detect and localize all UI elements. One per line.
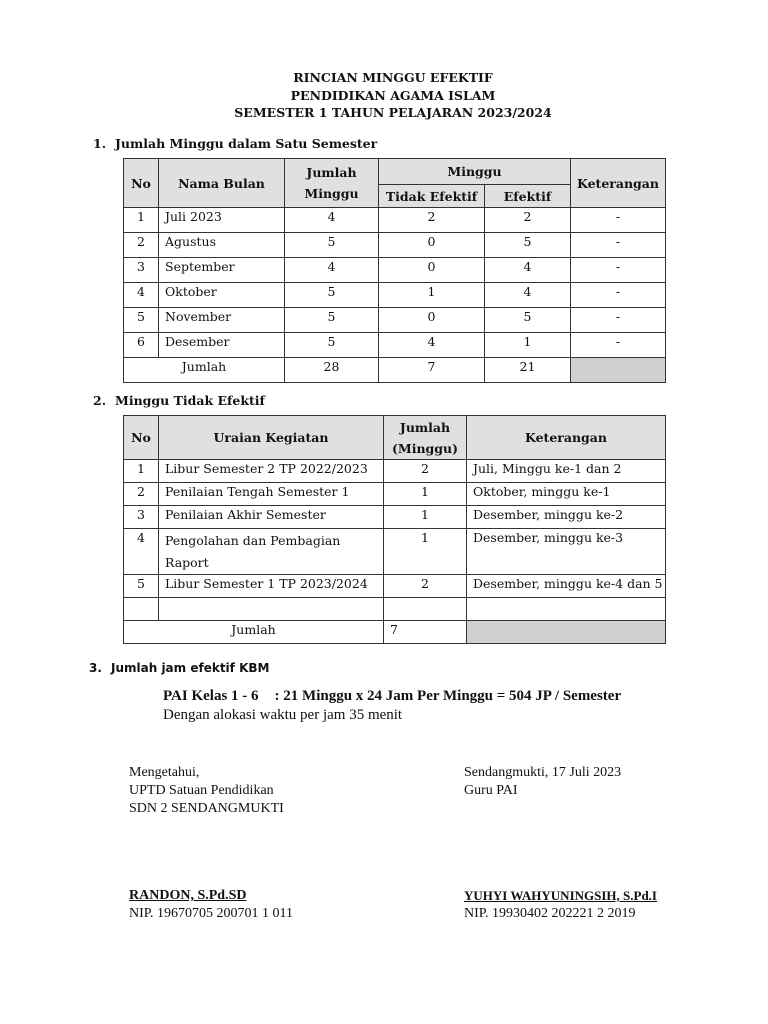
row-efektif: 5 — [485, 233, 571, 258]
header-uraian: Uraian Kegiatan — [159, 416, 384, 460]
row-keterangan: Desember, minggu ke-2 — [467, 506, 666, 529]
row-keterangan: - — [571, 233, 666, 258]
signature-left-nip: NIP. 19670705 200701 1 011 — [129, 906, 293, 921]
empty-cell — [467, 598, 666, 621]
row-no: 2 — [124, 483, 159, 506]
header-jumlah-line2: (Minggu) — [391, 440, 459, 456]
row-efektif: 2 — [485, 208, 571, 233]
header-jumlah-line1: Jumlah — [399, 419, 451, 435]
section-1-title: Jumlah Minggu dalam Satu Semester — [115, 136, 378, 151]
kbm-value: : 21 Minggu x 24 Jam Per Minggu = 504 JP / Semester — [274, 688, 622, 704]
header-tidak-efektif: Tidak Efektif — [379, 185, 485, 208]
signature-right-nip: NIP. 19930402 202221 2 2019 — [464, 906, 636, 921]
row-uraian: Penilaian Akhir Semester — [159, 506, 384, 529]
row-jumlah: 5 — [285, 308, 379, 333]
title-line-1: RINCIAN MINGGU EFEKTIF — [293, 70, 493, 85]
row-no: 5 — [124, 575, 159, 598]
row-jumlah: 1 — [384, 506, 467, 529]
header-no: No — [124, 416, 159, 460]
signature-left-name-block — [129, 887, 293, 923]
signature-right-name: YUHYI WAHYUNINGSIH, S.Pd.I — [464, 888, 657, 903]
table-row — [124, 308, 666, 333]
row-keterangan: - — [571, 308, 666, 333]
total-efektif: 21 — [485, 358, 571, 383]
table-row — [124, 208, 666, 233]
signature-right-line2: Guru PAI — [464, 783, 518, 798]
row-tidak-efektif: 0 — [379, 308, 485, 333]
header-jumlah-minggu — [285, 159, 379, 208]
table-row — [124, 575, 666, 598]
header-jumlah-minggu — [384, 416, 467, 460]
row-tidak-efektif: 4 — [379, 333, 485, 358]
table-row — [124, 233, 666, 258]
signature-left-line3: SDN 2 SENDANGMUKTI — [129, 801, 284, 816]
table-row-empty — [124, 598, 666, 621]
row-jumlah: 4 — [285, 258, 379, 283]
row-keterangan: - — [571, 333, 666, 358]
row-no: 2 — [124, 233, 159, 258]
row-keterangan: Desember, minggu ke-4 dan 5 — [467, 575, 666, 598]
empty-cell — [124, 598, 159, 621]
empty-cell — [159, 598, 384, 621]
row-no: 1 — [124, 460, 159, 483]
row-keterangan: Oktober, minggu ke-1 — [467, 483, 666, 506]
row-no: 5 — [124, 308, 159, 333]
table-total-row — [124, 621, 666, 644]
row-uraian: Libur Semester 2 TP 2022/2023 — [159, 460, 384, 483]
total-label: Jumlah — [124, 621, 384, 644]
table-row — [124, 529, 666, 575]
section-1-number: 1. — [93, 136, 107, 151]
signature-right-block — [464, 764, 621, 800]
row-no: 1 — [124, 208, 159, 233]
row-tidak-efektif: 1 — [379, 283, 485, 308]
total-label: Jumlah — [124, 358, 285, 383]
row-jumlah: 5 — [285, 283, 379, 308]
signature-left-line1: Mengetahui, — [129, 765, 200, 780]
signature-right-line1: Sendangmukti, 17 Juli 2023 — [464, 765, 622, 780]
table-row — [124, 333, 666, 358]
row-efektif: 4 — [485, 283, 571, 308]
header-no: No — [124, 159, 159, 208]
row-efektif: 1 — [485, 333, 571, 358]
row-bulan: Agustus — [159, 233, 285, 258]
row-tidak-efektif: 2 — [379, 208, 485, 233]
row-bulan: November — [159, 308, 285, 333]
total-jumlah: 7 — [384, 621, 467, 644]
row-bulan: Desember — [159, 333, 285, 358]
row-bulan: Juli 2023 — [159, 208, 285, 233]
header-efektif: Efektif — [485, 185, 571, 208]
total-keterangan-shaded — [467, 621, 666, 644]
section-2-title: Minggu Tidak Efektif — [115, 393, 265, 408]
signature-left-line2: UPTD Satuan Pendidikan — [129, 783, 274, 798]
row-uraian-line1: Pengolahan dan Pembagian — [165, 533, 341, 548]
total-keterangan-shaded — [571, 358, 666, 383]
table-row — [124, 506, 666, 529]
kbm-label: PAI Kelas 1 - 6 — [163, 688, 259, 704]
kbm-calculation — [163, 688, 621, 705]
section-3-number: 3. — [89, 661, 102, 675]
section-1-heading — [93, 136, 377, 151]
section-2-number: 2. — [93, 393, 107, 408]
row-no: 4 — [124, 529, 159, 575]
table-total-row — [124, 358, 666, 383]
row-uraian: Libur Semester 1 TP 2023/2024 — [159, 575, 384, 598]
empty-cell — [384, 598, 467, 621]
total-jumlah: 28 — [285, 358, 379, 383]
header-minggu: Minggu — [379, 159, 571, 185]
total-tidak-efektif: 7 — [379, 358, 485, 383]
header-jumlah-minggu-line1: Jumlah — [306, 165, 357, 180]
table-row — [124, 483, 666, 506]
row-keterangan: Juli, Minggu ke-1 dan 2 — [467, 460, 666, 483]
row-no: 6 — [124, 333, 159, 358]
row-jumlah: 1 — [384, 483, 467, 506]
table-row — [124, 460, 666, 483]
row-efektif: 4 — [485, 258, 571, 283]
header-keterangan: Keterangan — [571, 159, 666, 208]
section-3-heading — [89, 661, 269, 675]
row-no: 4 — [124, 283, 159, 308]
title-line-3: SEMESTER 1 TAHUN PELAJARAN 2023/2024 — [234, 105, 552, 120]
signature-left-block — [129, 764, 284, 818]
row-bulan: September — [159, 258, 285, 283]
row-jumlah: 5 — [285, 333, 379, 358]
signature-left-name: RANDON, S.Pd.SD — [129, 888, 247, 903]
row-jumlah: 1 — [384, 529, 467, 575]
title-line-2: PENDIDIKAN AGAMA ISLAM — [290, 87, 496, 103]
row-uraian-line2: Raport — [165, 555, 209, 570]
row-bulan: Oktober — [159, 283, 285, 308]
table-row — [124, 283, 666, 308]
row-keterangan: - — [571, 283, 666, 308]
row-keterangan: - — [571, 208, 666, 233]
document-title — [0, 69, 768, 122]
header-nama-bulan: Nama Bulan — [159, 159, 285, 208]
row-jumlah: 5 — [285, 233, 379, 258]
row-efektif: 5 — [485, 308, 571, 333]
header-jumlah-minggu-line2: Minggu — [304, 186, 359, 201]
signature-right-name-block — [464, 887, 657, 923]
kbm-note: Dengan alokasi waktu per jam 35 menit — [163, 707, 403, 723]
row-keterangan: Desember, minggu ke-3 — [467, 529, 666, 575]
row-tidak-efektif: 0 — [379, 233, 485, 258]
ineffective-weeks-table — [123, 415, 666, 644]
row-uraian — [159, 529, 384, 575]
table-row — [124, 258, 666, 283]
row-jumlah: 2 — [384, 460, 467, 483]
header-keterangan: Keterangan — [467, 416, 666, 460]
row-jumlah: 2 — [384, 575, 467, 598]
effective-weeks-table — [123, 158, 666, 383]
row-no: 3 — [124, 258, 159, 283]
row-tidak-efektif: 0 — [379, 258, 485, 283]
row-uraian: Penilaian Tengah Semester 1 — [159, 483, 384, 506]
row-no: 3 — [124, 506, 159, 529]
section-2-heading — [93, 393, 265, 408]
row-jumlah: 4 — [285, 208, 379, 233]
row-keterangan: - — [571, 258, 666, 283]
section-3-title: Jumlah jam efektif KBM — [111, 661, 270, 675]
